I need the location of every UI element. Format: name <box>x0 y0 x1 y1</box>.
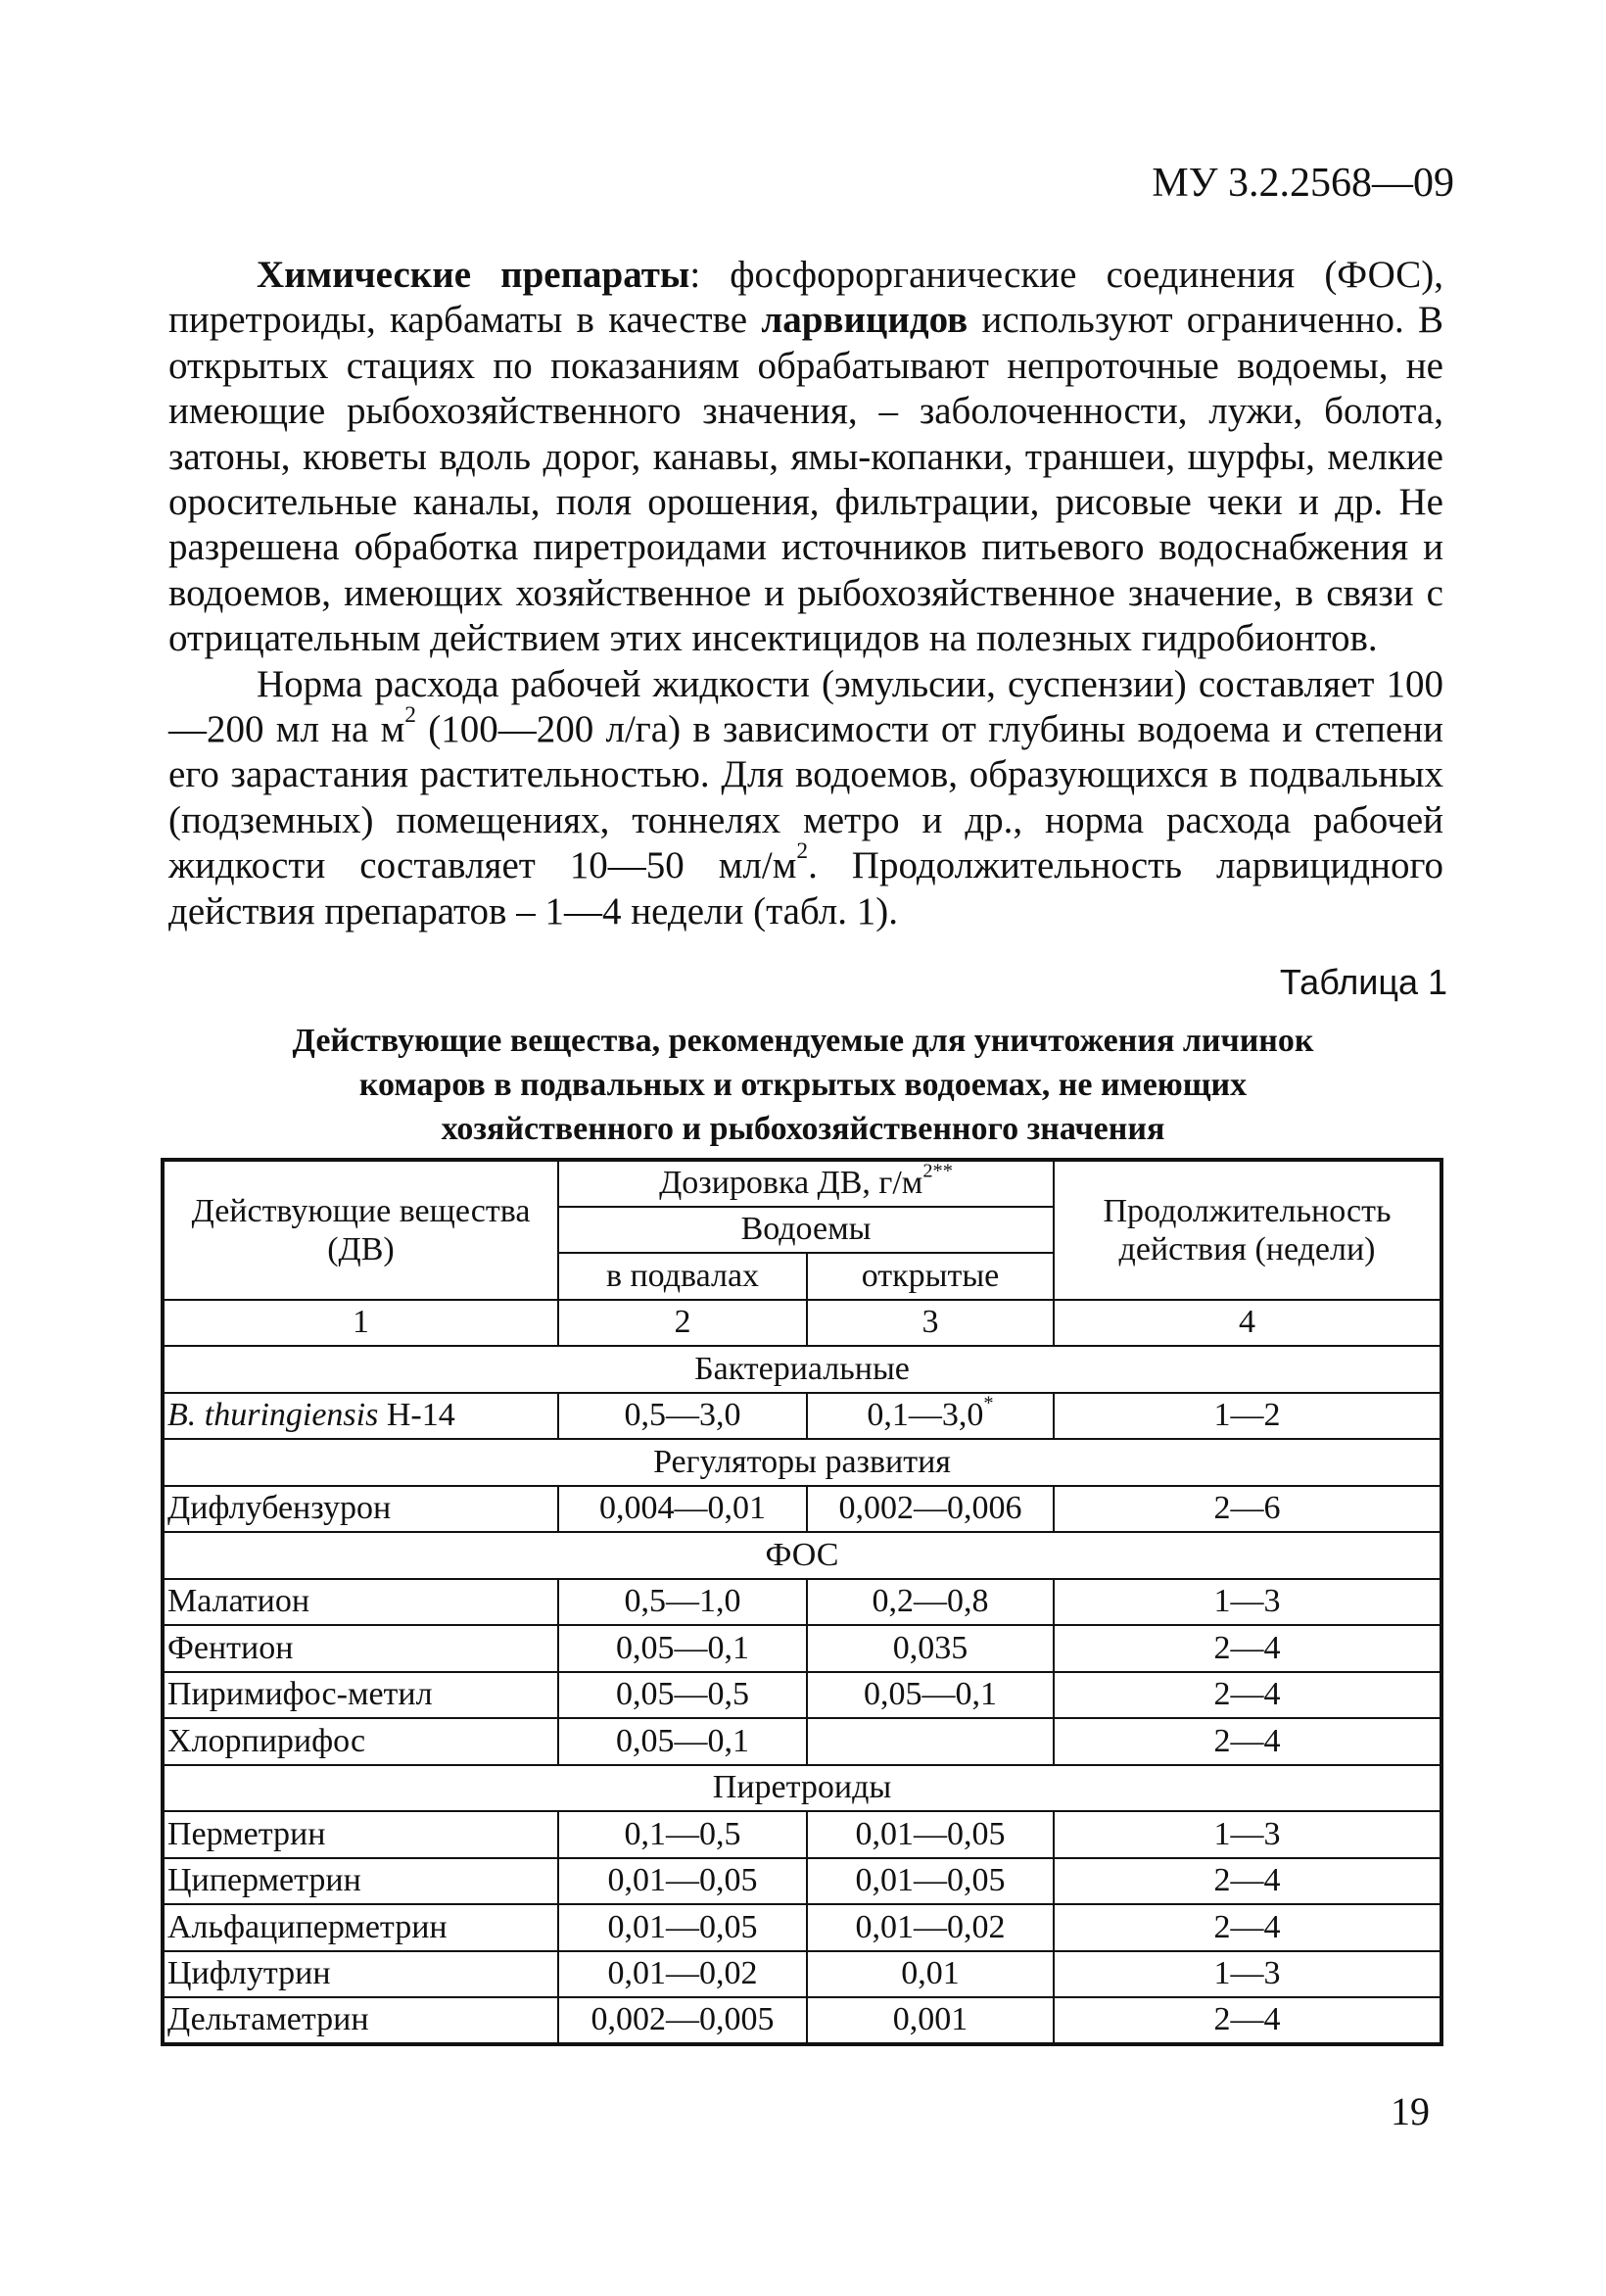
body-text <box>168 253 1443 934</box>
dosage-basement: 0,004—0,01 <box>558 1486 807 1533</box>
table-row <box>163 1858 1441 1905</box>
duration-weeks: 2—4 <box>1054 1997 1441 2044</box>
dosage-basement: 0,01—0,05 <box>558 1904 807 1951</box>
header-open: открытые <box>807 1253 1054 1300</box>
dosage-basement: 0,01—0,05 <box>558 1858 807 1905</box>
table-row <box>163 1625 1441 1672</box>
dosage-open: 0,2—0,8 <box>807 1579 1054 1626</box>
table-row <box>163 1672 1441 1719</box>
table-row <box>163 1718 1441 1765</box>
paragraph-chemicals: Химические препараты: фосфорорганические соединения (ФОС), пиретроиды, карбаматы в качестве ларвицидов используют ограниченно. В открытых стациях по показаниям обрабатывают непроточные водоемы, не имеющие рыбохозяйственного значения, – заболоченности, лужи, болота, затоны, кюветы вдоль дорог, канавы, ямы-копанки, траншеи, шурфы, мелкие оросительные каналы, поля орошения, фильтрации, рисовые чеки и др. Не разрешена обработка пиретроидами источников питьевого водоснабжения и водоемов, имеющих хозяйственное и рыбохозяйственное значение, в связи с отрицательным действием этих инсектицидов на полезных гидробионтов. <box>168 254 1443 660</box>
substance-name: Малатион <box>163 1579 558 1626</box>
duration-weeks: 1—3 <box>1054 1951 1441 1998</box>
substance-name: Цифлутрин <box>163 1951 558 1998</box>
table-row <box>163 1811 1441 1858</box>
substances-table <box>161 1158 1443 2046</box>
table-header-row <box>163 1160 1441 1207</box>
dosage-open: 0,05—0,1 <box>807 1672 1054 1719</box>
table-row <box>163 1904 1441 1951</box>
table-row <box>163 1486 1441 1533</box>
page-number: 19 <box>1391 2089 1430 2133</box>
substance-name: Хлорпирифос <box>163 1718 558 1765</box>
dosage-basement: 0,05—0,1 <box>558 1625 807 1672</box>
column-number: 2 <box>558 1300 807 1347</box>
header-basements: в подвалах <box>558 1253 807 1300</box>
category-row <box>163 1346 1441 1393</box>
duration-weeks: 1—2 <box>1054 1393 1441 1440</box>
category-row <box>163 1532 1441 1579</box>
duration-weeks: 2—4 <box>1054 1904 1441 1951</box>
substance-name: Пиримифос-метил <box>163 1672 558 1719</box>
dosage-open: 0,001 <box>807 1997 1054 2044</box>
table-row <box>163 1997 1441 2044</box>
category-label: Пиретроиды <box>163 1765 1441 1812</box>
dosage-open: 0,01 <box>807 1951 1054 1998</box>
duration-weeks: 1—3 <box>1054 1579 1441 1626</box>
column-number: 3 <box>807 1300 1054 1347</box>
table-title: Действующие вещества, рекомендуемые для уничтожения личинок комаров в подвальных и открытых водоемах, не имеющих хозяйственного и рыбохозяйственного значения <box>292 1023 1314 1147</box>
substance-name: B. thuringiensis Н-14 <box>163 1393 558 1440</box>
category-label: ФОС <box>163 1532 1441 1579</box>
duration-weeks: 2—4 <box>1054 1672 1441 1719</box>
header-duration: Продолжительность действия (недели) <box>1054 1160 1441 1300</box>
column-number-row <box>163 1300 1441 1347</box>
lead-bold: Химические препараты <box>257 254 690 296</box>
header-substance: Действующие вещества (ДВ) <box>163 1160 558 1300</box>
category-row <box>163 1765 1441 1812</box>
duration-weeks: 2—4 <box>1054 1625 1441 1672</box>
dosage-basement: 0,01—0,02 <box>558 1951 807 1998</box>
dosage-open: 0,01—0,05 <box>807 1811 1054 1858</box>
header-dosage: Дозировка ДВ, $г/м^{2**}$ <box>558 1160 1054 1207</box>
bold-term: ларвицидов <box>761 299 968 342</box>
category-label: Бактериальные <box>163 1346 1441 1393</box>
dosage-open: 0,035 <box>807 1625 1054 1672</box>
column-number: 4 <box>1054 1300 1441 1347</box>
dosage-open: 0,002—0,006 <box>807 1486 1054 1533</box>
duration-weeks: 2—4 <box>1054 1858 1441 1905</box>
dosage-basement: 0,5—3,0 <box>558 1393 807 1440</box>
category-label: Регуляторы развития <box>163 1439 1441 1486</box>
dosage-basement: 0,5—1,0 <box>558 1579 807 1626</box>
document-code: МУ 3.2.2568—09 <box>1152 161 1454 206</box>
table-row <box>163 1579 1441 1626</box>
substance-name: Дельтаметрин <box>163 1997 558 2044</box>
dosage-basement: 0,1—0,5 <box>558 1811 807 1858</box>
substance-name: Циперметрин <box>163 1858 558 1905</box>
substance-name: Альфациперметрин <box>163 1904 558 1951</box>
substance-name: Фентион <box>163 1625 558 1672</box>
table-row <box>163 1951 1441 1998</box>
duration-weeks: 2—4 <box>1054 1718 1441 1765</box>
dosage-open: 0,1—3,0* <box>807 1393 1054 1440</box>
dosage-basement: 0,05—0,1 <box>558 1718 807 1765</box>
header-water-bodies: Водоемы <box>558 1207 1054 1254</box>
paragraph-consumption-rate: Норма расхода рабочей жидкости (эмульсии, суспензии) составляет 100—200 мл на $м^2$ (100—200 л/га) в зависимости от глубины водоема и степени его зарастания растительностью. Для водоемов, образующихся в подвальных (подземных) помещениях, тоннелях метро и др., норма расхода рабочей жидкости составляет 10—50 $мл/м^2$. Продолжительность ларвицидного действия препаратов – 1—4 недели (табл. 1). <box>168 662 1443 933</box>
duration-weeks: 2—6 <box>1054 1486 1441 1533</box>
substance-name: Дифлубензурон <box>163 1486 558 1533</box>
column-number: 1 <box>163 1300 558 1347</box>
table-label: Таблица 1 <box>1279 962 1447 1002</box>
dosage-basement: 0,002—0,005 <box>558 1997 807 2044</box>
dosage-open: 0,01—0,02 <box>807 1904 1054 1951</box>
dosage-basement: 0,05—0,5 <box>558 1672 807 1719</box>
table-row <box>163 1393 1441 1440</box>
substance-name: Перметрин <box>163 1811 558 1858</box>
category-row <box>163 1439 1441 1486</box>
dosage-open <box>807 1718 1054 1765</box>
dosage-open: 0,01—0,05 <box>807 1858 1054 1905</box>
duration-weeks: 1—3 <box>1054 1811 1441 1858</box>
